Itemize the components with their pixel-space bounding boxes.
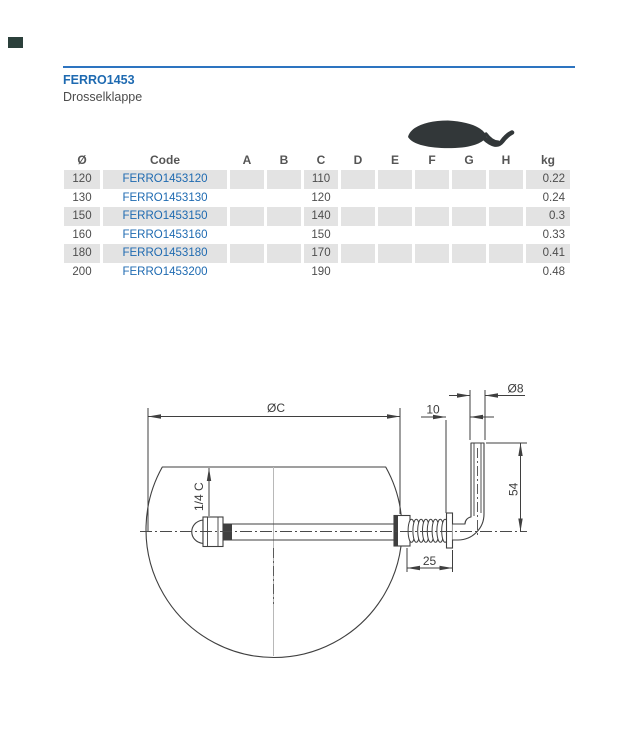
product-code-link[interactable]: FERRO1453130: [122, 191, 208, 204]
dim-c-label: ØC: [267, 401, 285, 415]
dim-25-label: 25: [422, 554, 437, 568]
table-cell-dia: 200: [72, 265, 92, 278]
table-cell-c: 170: [304, 244, 338, 263]
table-cell-c: 140: [304, 207, 338, 226]
table-cell-dia: 150: [64, 207, 100, 226]
column-header-kg: kg: [540, 152, 555, 167]
table-cell-kg: 0.22: [526, 170, 570, 189]
washer: [447, 513, 453, 548]
column-header-f: F: [428, 152, 436, 167]
product-code-link[interactable]: FERRO1453160: [122, 228, 208, 241]
table-cell-c: 110: [304, 170, 338, 189]
dim-10-label: 10: [426, 402, 440, 417]
table-cell-kg: 0.33: [542, 228, 565, 241]
column-header-g: G: [464, 152, 474, 167]
page-title: FERRO1453: [63, 73, 135, 87]
table-cell-c: 150: [311, 228, 331, 241]
table-cell-kg: 0.24: [542, 191, 565, 204]
table-cell-kg: 0.41: [526, 244, 570, 263]
table-cell-c: 120: [311, 191, 331, 204]
spring: [408, 519, 448, 542]
dim-54-label: 54: [506, 482, 521, 496]
column-header-code: Code: [150, 152, 180, 167]
flange-block-face: [394, 516, 398, 547]
table-cell-c: 190: [311, 265, 331, 278]
table-cell-dia: 180: [64, 244, 100, 263]
column-header-b: B: [279, 152, 289, 167]
dim-8-label: Ø8: [507, 381, 524, 396]
product-name: Drosselklappe: [63, 90, 143, 104]
column-header-h: H: [501, 152, 511, 167]
table-cell-dia: 120: [64, 170, 100, 189]
column-header-d: D: [353, 152, 363, 167]
table-cell-kg: 0.3: [526, 207, 570, 226]
dim-quarter-c-label: 1/4 C: [192, 482, 206, 511]
column-header-e: E: [390, 152, 399, 167]
column-header-dia: Ø: [77, 152, 87, 167]
rod-collar: [223, 524, 232, 541]
table-cell-kg: 0.48: [542, 265, 565, 278]
column-header-c: C: [316, 152, 326, 167]
table-cell-dia: 160: [72, 228, 92, 241]
product-code-link[interactable]: FERRO1453120: [103, 170, 227, 189]
product-code-link[interactable]: FERRO1453200: [122, 265, 208, 278]
product-code-link[interactable]: FERRO1453150: [103, 207, 227, 226]
column-header-a: A: [242, 152, 252, 167]
product-code-link[interactable]: FERRO1453180: [103, 244, 227, 263]
table-cell-dia: 130: [72, 191, 92, 204]
handle-pipe-outer: [453, 443, 485, 540]
